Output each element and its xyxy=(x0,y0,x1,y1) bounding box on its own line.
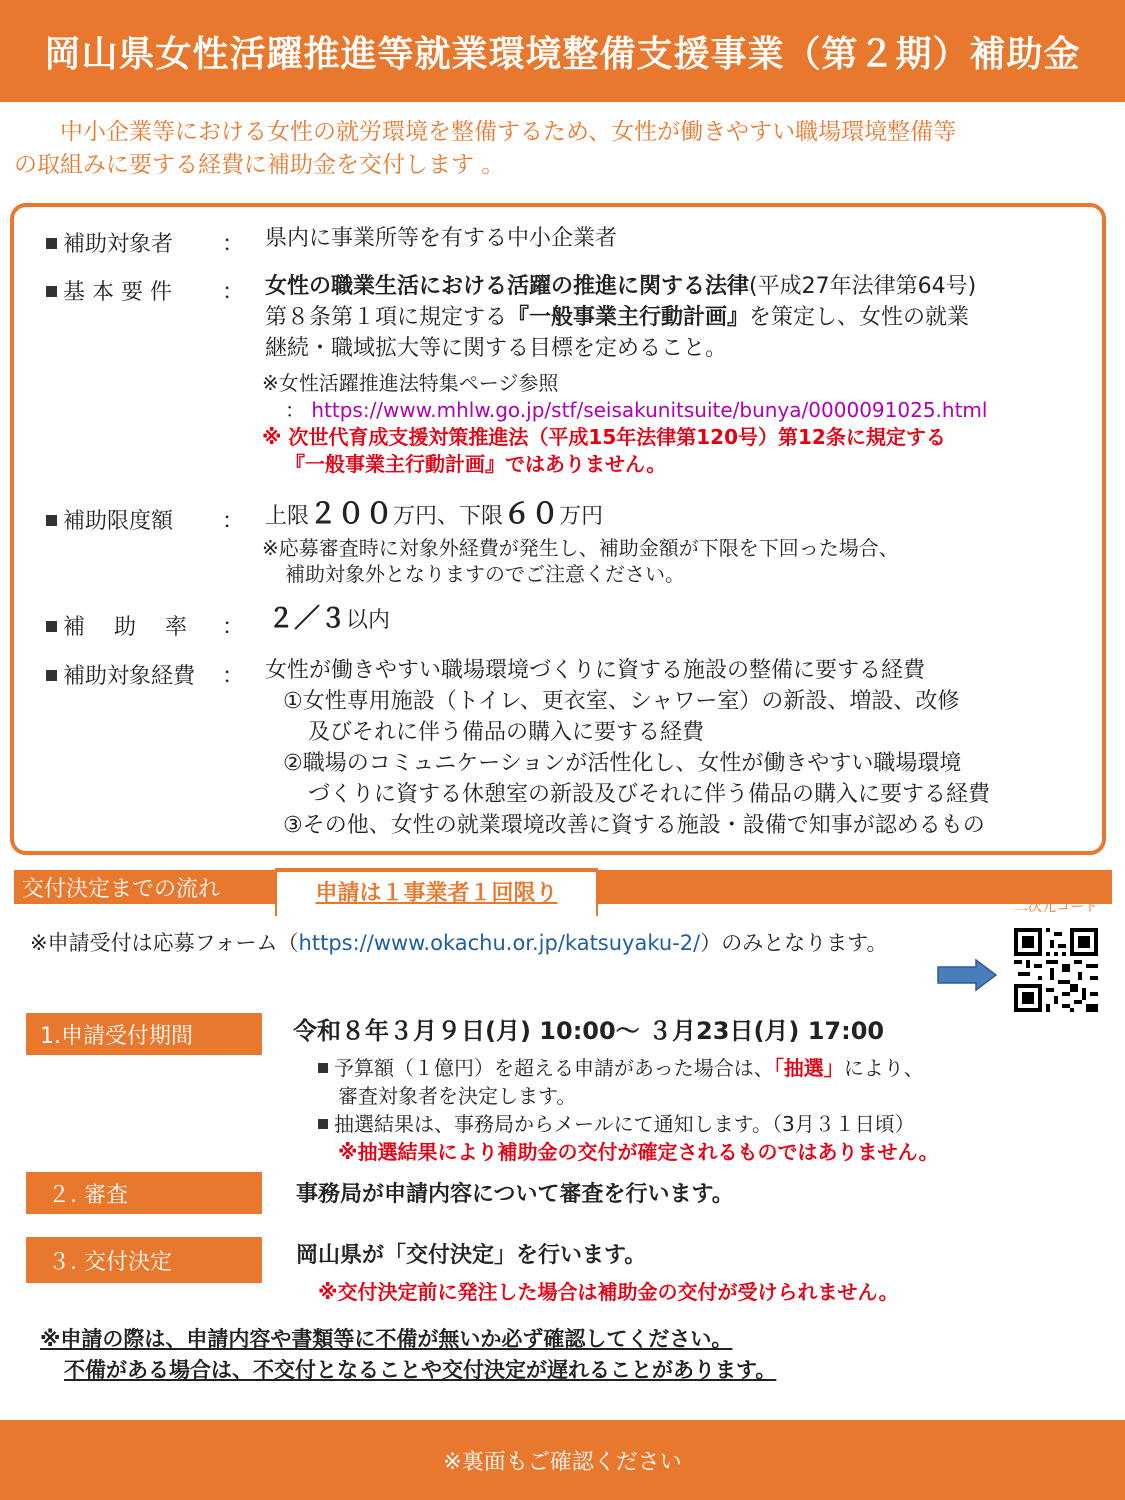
requirements-url-row xyxy=(285,397,987,423)
limit-pre: 上限 xyxy=(265,504,310,529)
qr-label-1: 専用サイト xyxy=(1021,881,1091,897)
caution-line-1: ※申請の際は、申請内容や書類等に不備が無いか必ず確認してください。 xyxy=(40,1327,733,1351)
rate-fraction: ２／３ xyxy=(268,604,347,634)
req-line2-pre: 第８条第１項に規定する xyxy=(265,305,508,330)
requirements-red-note-1: ※ 次世代育成支援対策推進法（平成15年法律第120号）第12条に規定する xyxy=(262,425,946,449)
eligibility-colon: ： xyxy=(222,232,245,257)
requirements-line-3: 継続・職域拡大等に関する目標を定めること。 xyxy=(265,336,728,361)
step-1-bullet-2 xyxy=(318,1109,915,1140)
intro-text xyxy=(14,116,1114,182)
requirements-label: 基 本 要 件 xyxy=(63,280,172,305)
rate-colon: ： xyxy=(222,615,245,640)
expenses-line-1: 女性が働きやすい職場環境づくりに資する施設の整備に要する経費 xyxy=(265,658,926,683)
qr-label xyxy=(1000,880,1112,916)
form-note-post: ）のみとなります。 xyxy=(700,931,888,955)
step-1-bullet-1-line-2: 審査対象者を決定します。 xyxy=(338,1084,577,1108)
limit-unit-1: 万円、下限 xyxy=(393,504,504,529)
eligibility-value: 県内に事業所等を有する中小企業者 xyxy=(265,226,618,251)
eligibility-label: 補助対象者 xyxy=(63,232,174,257)
limit-note-2: 補助対象外となりますのでご注意ください。 xyxy=(285,562,685,586)
req-line2-bold: 『一般事業主行動計画』 xyxy=(507,305,750,330)
expenses-line-5: づくりに資する休憩室の新設及びそれに伴う備品の購入に要する経費 xyxy=(308,782,991,807)
application-form-link[interactable]: https://www.okachu.or.jp/katsuyaku-2/ xyxy=(298,931,701,955)
step1-b1-post: により、 xyxy=(843,1056,924,1080)
requirements-label-row xyxy=(46,275,172,306)
step-1-red-note: ※抽選結果により補助金の交付が確定されるものではありません。 xyxy=(338,1140,939,1164)
step-1-label: 1.申請受付期間 xyxy=(26,1013,262,1055)
step1-b2: 抽選結果は、事務局からメールにて通知します。（3月３１日頃） xyxy=(334,1112,915,1136)
rate-label: 補 助 率 xyxy=(63,615,187,640)
expenses-line-2: ①女性専用施設（トイレ、更衣室、シャワー室）の新設、増設、改修 xyxy=(283,689,960,714)
requirements-colon: ： xyxy=(222,280,245,305)
expenses-line-3: 及びそれに伴う備品の購入に要する経費 xyxy=(308,720,705,745)
expenses-label-row xyxy=(46,659,195,690)
bullet-square-icon xyxy=(46,515,57,526)
requirements-line-2 xyxy=(265,302,969,333)
step1-b1-pre: 予算額（１億円）を超える申請があった場合は、 xyxy=(334,1056,774,1080)
limit-colon: ： xyxy=(222,509,245,534)
step-1-bullet-1 xyxy=(318,1053,924,1084)
step-3-note: ※交付決定前に発注した場合は補助金の交付が受けられません。 xyxy=(318,1280,899,1304)
qr-label-2: 二次元コード xyxy=(1014,899,1098,915)
limit-unit-2: 万円 xyxy=(559,504,604,529)
form-note-pre: ※申請受付は応募フォーム（ xyxy=(30,931,299,955)
form-note xyxy=(30,928,888,959)
caution-line-2: 不備がある場合は、不交付となることや交付決定が遅れることがあります。 xyxy=(64,1358,777,1382)
limit-label-row xyxy=(46,504,173,535)
rate-label-row xyxy=(46,610,187,641)
intro-line-1: 中小企業等における女性の就労環境を整備するため、女性が働きやすい職場環境整備等 xyxy=(60,119,957,145)
url-colon: ： xyxy=(285,398,305,422)
expenses-colon: ： xyxy=(222,664,245,689)
step-2-text: 事務局が申請内容について審査を行います。 xyxy=(296,1182,734,1207)
requirements-line-1 xyxy=(265,271,976,302)
expenses-line-6: ③その他、女性の就業環境改善に資する施設・設備で知事が認めるもの xyxy=(283,813,985,838)
flow-title: 交付決定までの流れ xyxy=(22,877,221,902)
arrow-right-icon xyxy=(936,958,998,992)
mhlw-link[interactable]: https://www.mhlw.go.jp/stf/seisakunitsuite/bunya/0000091025.html xyxy=(311,398,988,422)
flow-tab-text: 申請は１事業者１回限り xyxy=(315,881,558,906)
eligibility-label-row xyxy=(46,227,173,258)
limit-label: 補助限度額 xyxy=(63,509,174,534)
limit-lower-amount: ６０ xyxy=(503,497,560,530)
law-ref: (平成27年法律第64号) xyxy=(749,274,977,299)
step-3-text: 岡山県が「交付決定」を行います。 xyxy=(296,1243,647,1268)
law-name: 女性の職業生活における活躍の推進に関する法律 xyxy=(265,274,750,299)
expenses-label: 補助対象経費 xyxy=(63,664,196,689)
bullet-square-icon xyxy=(46,238,57,249)
lottery-text: 「抽選」 xyxy=(773,1056,844,1080)
step-2-label: ２. 審査 xyxy=(26,1172,262,1214)
step-1-date: 令和８年３月９日(月) 10:00～ ３月23日(月) 17:00 xyxy=(293,1017,885,1045)
bullet-square-icon xyxy=(46,621,57,632)
bullet-square-icon xyxy=(318,1063,328,1073)
rate-value xyxy=(268,604,390,636)
bullet-square-icon xyxy=(46,670,57,681)
expenses-line-4: ②職場のコミュニケーションが活性化し、女性が働きやすい職場環境 xyxy=(283,751,962,776)
bullet-square-icon xyxy=(318,1119,328,1129)
bullet-square-icon xyxy=(46,286,57,297)
step-3-label: ３. 交付決定 xyxy=(26,1237,262,1283)
req-line2-post: を策定し、女性の就業 xyxy=(749,305,970,330)
intro-line-2: の取組みに要する経費に補助金を交付します 。 xyxy=(14,152,505,178)
qr-code-icon[interactable] xyxy=(1014,928,1098,1012)
footer-text: ※裏面もご確認ください xyxy=(443,1449,682,1475)
limit-upper-amount: ２００ xyxy=(309,497,394,530)
rate-suffix: 以内 xyxy=(346,608,391,633)
limit-value xyxy=(265,498,603,532)
requirements-red-note-2: 『一般事業主行動計画』ではありません。 xyxy=(285,452,667,476)
requirements-note: ※女性活躍推進法特集ページ参照 xyxy=(262,371,559,395)
page-title: 岡山県女性活躍推進等就業環境整備支援事業（第２期）補助金 xyxy=(44,33,1081,75)
limit-note-1: ※応募審査時に対象外経費が発生し、補助金額が下限を下回った場合、 xyxy=(262,536,899,560)
